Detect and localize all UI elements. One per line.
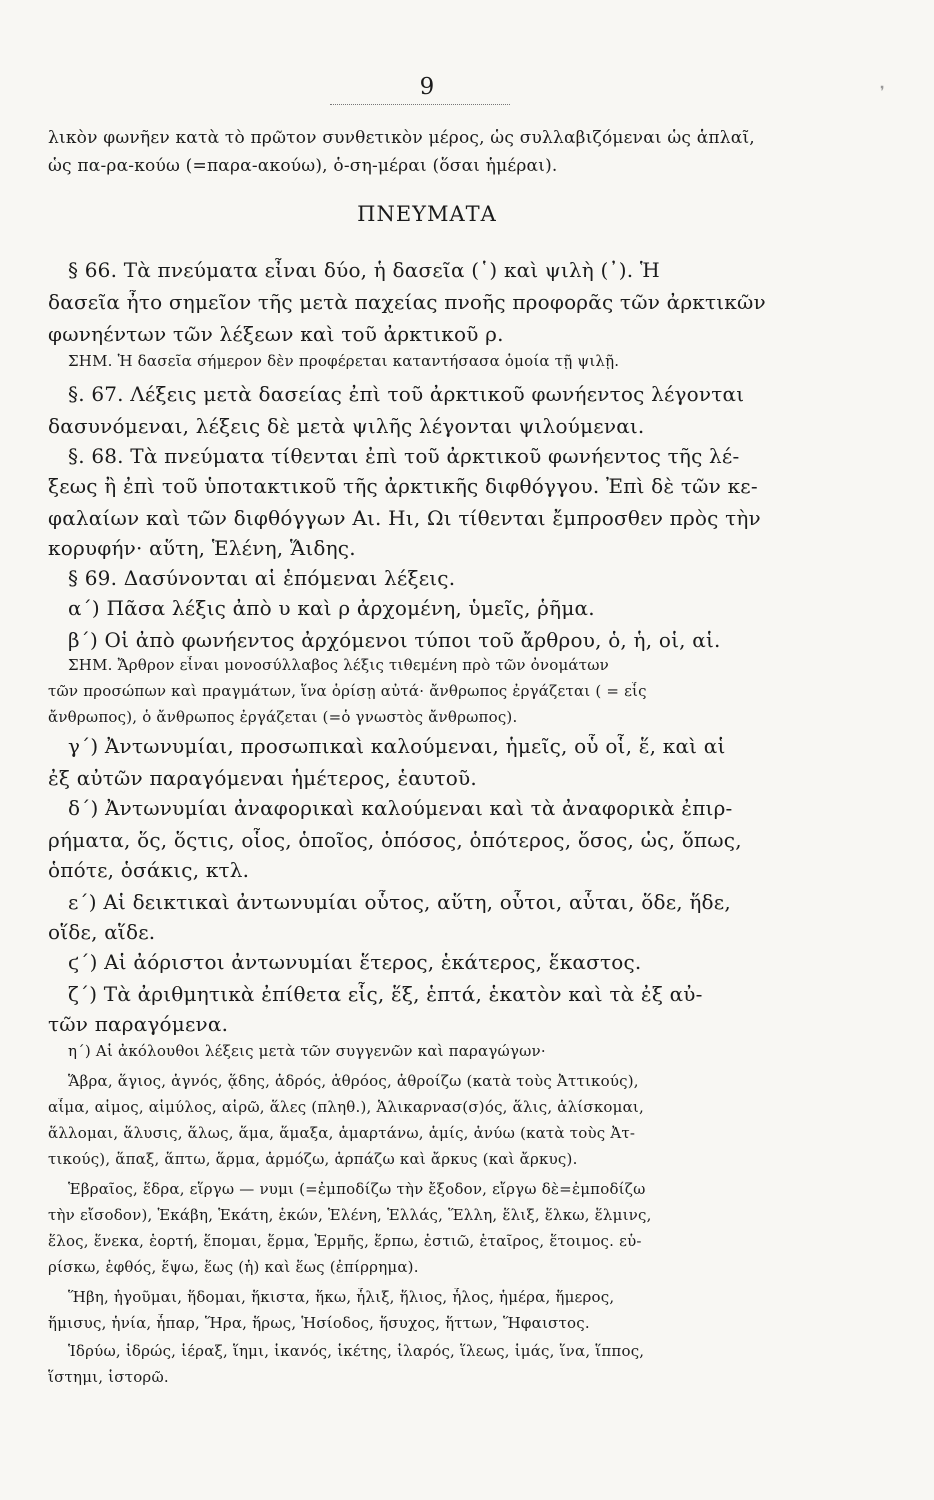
- text-line: τικούς), ἅπαξ, ἅπτω, ἅρμα, ἁρμόζω, ἁρπάζω καὶ ἄρκυς (καὶ ἄρκυς).: [48, 1150, 578, 1168]
- text-line: ἕλος, ἕνεκα, ἑορτή, ἕπομαι, ἕρμα, Ἑρμῆς, ἕρπω, ἑστιῶ, ἑταῖρος, ἕτοιμος. εὑ-: [48, 1232, 642, 1250]
- text-line: ἄνθρωπος), ὁ ἄνθρωπος ἐργάζεται (=ὁ γνωστὸς ἄνθρωπος).: [48, 708, 518, 726]
- text-line: β΄) Οἱ ἀπὸ φωνήεντος ἀρχόμενοι τύποι τοῦ ἄρθρου, ὁ, ἡ, οἱ, αἱ.: [68, 628, 721, 652]
- text-line: ρίσκω, ἑφθός, ἕψω, ἕως (ἡ) καὶ ἕως (ἐπίρρημα).: [48, 1258, 419, 1276]
- text-line: §. 67. Λέξεις μετὰ δασείας ἐπὶ τοῦ ἀρκτικοῦ φωνήεντος λέγονται: [68, 382, 745, 406]
- text-line: § 69. Δασύνονται αἱ ἑπόμεναι λέξεις.: [68, 566, 456, 590]
- text-line: ρήματα, ὅς, ὅςτις, οἷος, ὁποῖος, ὁπόσος, ὁπότερος, ὅσος, ὡς, ὅπως,: [48, 828, 742, 852]
- text-line: ϛ΄) Αἱ ἀόριστοι ἀντωνυμίαι ἕτερος, ἑκάτερος, ἕκαστος.: [68, 950, 642, 974]
- text-line: Ἱδρύω, ἱδρώς, ἱέραξ, ἵημι, ἱκανός, ἱκέτης, ἱλαρός, ἵλεως, ἱμάς, ἵνα, ἵππος,: [68, 1342, 645, 1360]
- text-line: τῶν παραγόμενα.: [48, 1012, 229, 1036]
- text-line: Ἅβρα, ἅγιος, ἁγνός, ᾅδης, ἁδρός, ἁθρόος, ἁθροίζω (κατὰ τοὺς Ἀττικούς),: [68, 1072, 639, 1090]
- text-line: λικὸν φωνῆεν κατὰ τὸ πρῶτον συνθετικὸν μέρος, ὡς συλλαβιζόμεναι ὡς ἁπλαῖ,: [48, 128, 755, 148]
- text-line: ξεως ἢ ἐπὶ τοῦ ὑποτακτικοῦ τῆς ἀρκτικῆς διφθόγγου. Ἐπὶ δὲ τῶν κε-: [48, 474, 758, 498]
- text-line: ἅλλομαι, ἅλυσις, ἅλως, ἅμα, ἅμαξα, ἁμαρτάνω, ἁμίς, ἁνύω (κατὰ τοὺς Ἀτ-: [48, 1124, 636, 1142]
- text-line: αἷμα, αἱμος, αἱμύλος, αἱρῶ, ἅλες (πληθ.), Ἁλικαρνασ(σ)ός, ἅλις, ἁλίσκομαι,: [48, 1098, 644, 1116]
- text-line: φωνηέντων τῶν λέξεων καὶ τοῦ ἀρκτικοῦ ρ.: [48, 322, 504, 346]
- text-line: ἵστημι, ἱστορῶ.: [48, 1368, 169, 1386]
- text-line: ΣΗΜ. Ἡ δασεῖα σήμερον δὲν προφέρεται καταντήσασα ὁμοία τῇ ψιλῇ.: [68, 352, 620, 370]
- text-line: ΣΗΜ. Ἄρθρον εἶναι μονοσύλλαβος λέξις τιθεμένη πρὸ τῶν ὀνομάτων: [68, 656, 609, 674]
- text-line: φαλαίων καὶ τῶν διφθόγγων Αι. Ηι, Ωι τίθενται ἔμπροσθεν πρὸς τὴν: [48, 506, 761, 530]
- text-line: α΄) Πᾶσα λέξις ἀπὸ υ καὶ ρ ἀρχομένη, ὑμεῖς, ῥῆμα.: [68, 596, 595, 620]
- page-number: 9: [419, 74, 435, 100]
- text-line: ε΄) Αἱ δεικτικαὶ ἀντωνυμίαι οὗτος, αὕτη, οὗτοι, αὗται, ὅδε, ἥδε,: [68, 890, 731, 914]
- text-line: ζ΄) Τὰ ἀριθμητικὰ ἐπίθετα εἷς, ἕξ, ἑπτά, ἑκατὸν καὶ τὰ ἐξ αὐ-: [68, 982, 703, 1006]
- text-line: τῶν προσώπων καὶ πραγμάτων, ἵνα ὁρίσῃ αὐτά· ἄνθρωπος ἐργάζεται ( = εἷς: [48, 682, 647, 700]
- page-number-rule: [330, 104, 510, 105]
- text-line: δ΄) Ἀντωνυμίαι ἀναφορικαὶ καλούμεναι καὶ τὰ ἀναφορικὰ ἐπιρ-: [68, 796, 733, 820]
- text-line: §. 68. Τὰ πνεύματα τίθενται ἐπὶ τοῦ ἀρκτικοῦ φωνήεντος τῆς λέ-: [68, 444, 740, 468]
- text-line: κορυφήν· αὕτη, Ἑλένη, Ἅιδης.: [48, 536, 356, 560]
- ink-mark: ❜: [880, 84, 885, 100]
- text-line: ὡς πα-ρα-κούω (=παρα-ακούω), ὁ-ση-μέραι (ὅσαι ἡμέραι).: [48, 156, 558, 176]
- text-line: δασυνόμεναι, λέξεις δὲ μετὰ ψιλῆς λέγονται ψιλούμεναι.: [48, 414, 645, 438]
- section-heading: ΠΝΕΥΜΑΤΑ: [357, 202, 497, 226]
- text-line: ἐξ αὐτῶν παραγόμεναι ἡμέτερος, ἑαυτοῦ.: [48, 766, 477, 790]
- text-line: ἥμισυς, ἡνία, ἧπαρ, Ἥρα, ἥρως, Ἡσίοδος, ἥσυχος, ἥττων, Ἥφαιστος.: [48, 1314, 590, 1332]
- text-line: γ΄) Ἀντωνυμίαι, προσωπικαὶ καλούμεναι, ἡμεῖς, οὗ οἷ, ἕ, καὶ αἱ: [68, 734, 726, 758]
- text-line: οἵδε, αἵδε.: [48, 920, 156, 944]
- text-line: ὁπότε, ὁσάκις, κτλ.: [48, 858, 250, 882]
- text-line: δασεῖα ἦτο σημεῖον τῆς μετὰ παχείας πνοῆς προφορᾶς τῶν ἀρκτικῶν: [48, 290, 766, 314]
- text-line: § 66. Τὰ πνεύματα εἶναι δύο, ἡ δασεῖα (῾) καὶ ψιλὴ (᾿). Ἡ: [68, 258, 660, 282]
- text-line: τὴν εἴσοδον), Ἑκάβη, Ἑκάτη, ἑκών, Ἑλένη, Ἑλλάς, Ἕλλη, ἕλιξ, ἕλκω, ἕλμινς,: [48, 1206, 652, 1224]
- text-line: Ἑβραῖος, ἕδρα, εἵργω — νυμι (=ἐμποδίζω τὴν ἔξοδον, εἴργω δὲ=ἐμποδίζω: [68, 1180, 646, 1198]
- text-line: Ἥβη, ἡγοῦμαι, ἥδομαι, ἥκιστα, ἥκω, ἧλιξ, ἥλιος, ἧλος, ἡμέρα, ἥμερος,: [68, 1288, 615, 1306]
- text-line: η΄) Αἱ ἀκόλουθοι λέξεις μετὰ τῶν συγγενῶν καὶ παραγώγων·: [68, 1042, 546, 1060]
